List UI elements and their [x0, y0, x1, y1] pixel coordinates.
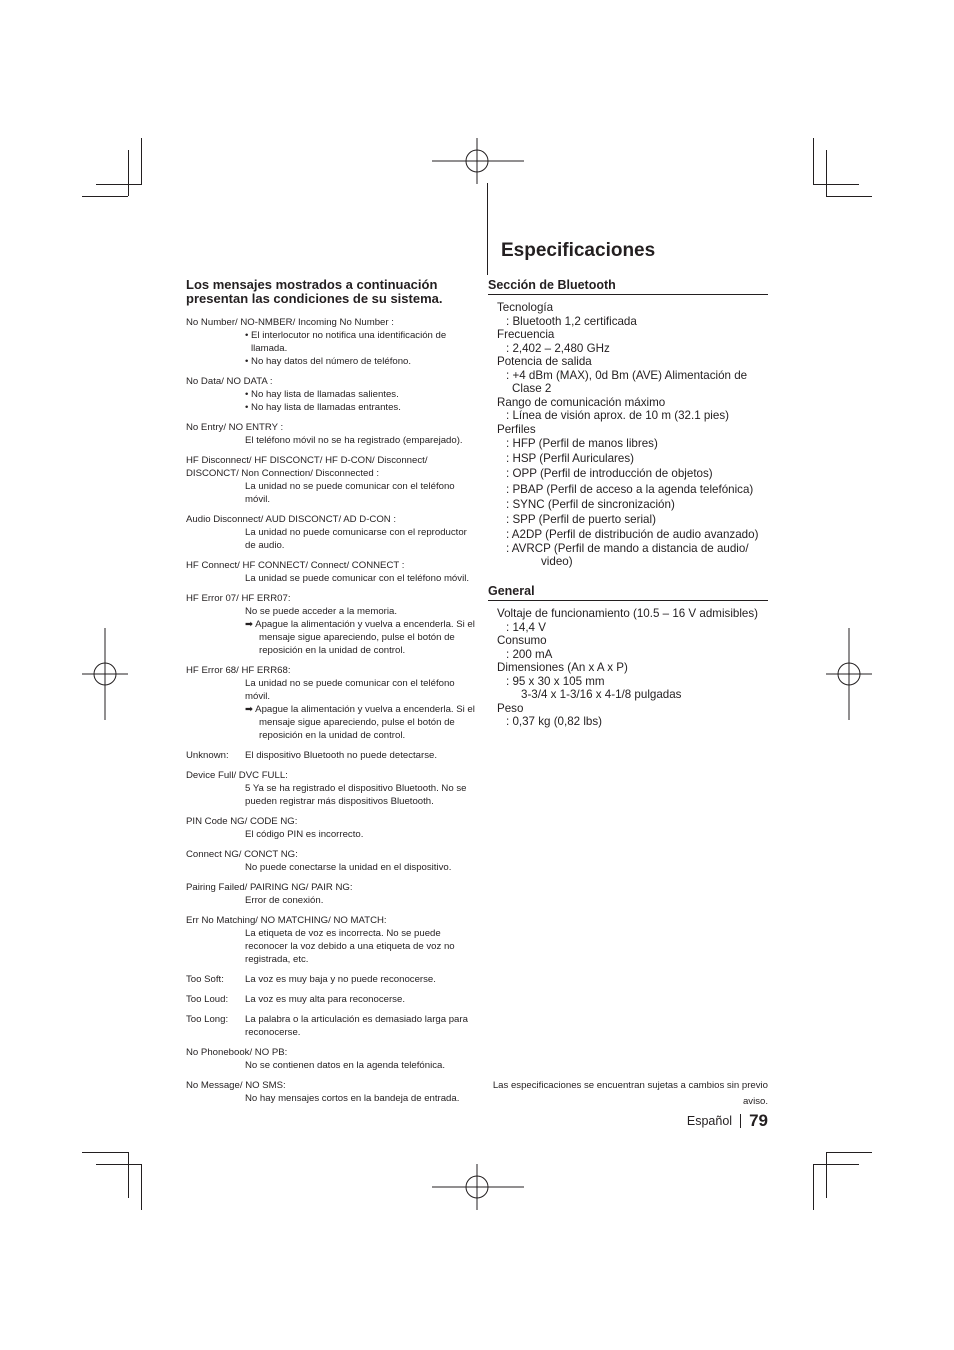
profile-item: : SPP (Perfil de puerto serial)	[506, 513, 656, 527]
message-description: La unidad se puede comunicar con el teléfono móvil.	[245, 573, 469, 584]
profile-item: : OPP (Perfil de introducción de objetos)	[506, 467, 713, 481]
message-entry	[186, 914, 476, 966]
message-entry	[186, 881, 476, 907]
message-description: El código PIN es incorrecto.	[245, 829, 364, 840]
message-code: Unknown:	[186, 750, 229, 761]
message-description: No se puede acceder a la memoria.	[245, 606, 397, 617]
crop-mark	[826, 1152, 872, 1153]
crop-mark	[96, 1164, 142, 1165]
page-title: Especificaciones	[501, 240, 656, 261]
message-entry	[186, 848, 476, 874]
message-entry	[186, 815, 476, 841]
message-code: Audio Disconnect/ AUD DISCONCT/ AD D-CON :	[186, 514, 397, 525]
message-entry	[186, 993, 476, 1006]
spec-value: : 14,4 V	[506, 620, 546, 634]
message-code: Too Loud:	[186, 994, 229, 1005]
crop-mark	[826, 150, 827, 196]
message-entry	[186, 1079, 476, 1105]
registration-mark	[432, 138, 524, 184]
registration-mark	[82, 628, 128, 720]
message-code: Device Full/ DVC FULL:	[186, 770, 288, 781]
message-code: Connect NG/ CONCT NG:	[186, 849, 298, 860]
crop-mark	[826, 196, 872, 197]
message-code: HF Connect/ HF CONNECT/ Connect/ CONNECT :	[186, 560, 405, 571]
spec-value: : Línea de visión aprox. de 10 m (32.1 pies)	[506, 409, 729, 422]
message-entry	[186, 316, 476, 368]
message-description: La palabra o la articulación es demasiado larga para reconocerse.	[245, 1014, 468, 1038]
message-action: ➡ Apague la alimentación y vuelva a encenderla. Si el mensaje sigue apareciendo, pulse el botón de reposición en la unidad de control.	[245, 619, 475, 656]
message-entry	[186, 1013, 476, 1039]
message-description: La unidad no puede comunicarse con el reproductor de audio.	[245, 527, 467, 551]
message-description: 5 Ya se ha registrado el dispositivo Bluetooth. No se pueden registrar más dispositivos Bluetooth.	[245, 783, 467, 807]
message-entry	[186, 973, 476, 986]
registration-mark	[826, 628, 872, 720]
spec-value: 3-3/4 x 1-3/16 x 4-1/8 pulgadas	[521, 688, 682, 702]
footer-divider	[740, 1114, 741, 1128]
message-entry	[186, 769, 476, 808]
message-bullet: • No hay datos del número de teléfono.	[245, 356, 412, 367]
crop-mark	[141, 138, 142, 184]
message-action: ➡ Apague la alimentación y vuelva a encenderla. Si el mensaje sigue apareciendo, pulse el botón de reposición en la unidad de control.	[245, 704, 475, 741]
message-code: HF Disconnect/ HF DISCONCT/ HF D-CON/ Disconnect/ DISCONCT/ Non Connection/ Disconnected :	[186, 455, 428, 479]
spec-label: Dimensiones (An x A x P)	[497, 661, 628, 675]
message-entry	[186, 664, 476, 742]
spec-label: Rango de comunicación máximo	[497, 395, 666, 409]
message-code: Pairing Failed/ PAIRING NG/ PAIR NG:	[186, 882, 353, 893]
message-bullet: • No hay lista de llamadas salientes.	[245, 389, 399, 400]
registration-mark	[432, 1164, 524, 1210]
message-bullets	[186, 388, 476, 414]
message-code: HF Error 07/ HF ERR07:	[186, 593, 291, 604]
footer-language: Español	[686, 1114, 733, 1128]
message-entry	[186, 1046, 476, 1072]
profile-item: : AVRCP (Perfil de mando a distancia de audio/ video)	[506, 542, 749, 569]
crop-mark	[826, 1152, 827, 1198]
crop-mark	[813, 184, 859, 185]
crop-mark	[813, 138, 814, 184]
message-bullet: • El interlocutor no notifica una identificación de llamada.	[245, 330, 447, 354]
message-code: Too Soft:	[186, 974, 224, 985]
spec-label: Voltaje de funcionamiento (10.5 – 16 V admisibles)	[497, 607, 759, 621]
message-code: No Entry/ NO ENTRY :	[186, 422, 284, 433]
message-description: La unidad no se puede comunicar con el teléfono móvil.	[245, 678, 455, 702]
message-description: La etiqueta de voz es incorrecta. No se puede reconocer la voz debido a una etiqueta de voz no registrada, etc.	[245, 928, 455, 965]
disclaimer-note: Las especificaciones se encuentran sujetas a cambios sin previo aviso.	[492, 1080, 768, 1107]
message-description: La voz es muy alta para reconocerse.	[245, 994, 405, 1005]
spec-value: : +4 dBm (MAX), 0d Bm (AVE) Alimentación de Clase 2	[506, 368, 748, 395]
message-code: No Data/ NO DATA :	[186, 376, 273, 387]
spec-label: Frecuencia	[497, 328, 555, 341]
message-code: HF Error 68/ HF ERR68:	[186, 665, 291, 676]
spec-label: Tecnología	[497, 301, 554, 314]
bluetooth-section-title: Sección de Bluetooth	[488, 278, 768, 295]
message-code: PIN Code NG/ CODE NG:	[186, 816, 298, 827]
message-entry	[186, 559, 476, 585]
specs-column	[488, 278, 768, 729]
crop-mark	[128, 150, 129, 196]
profile-item: : A2DP (Perfil de distribución de audio avanzado)	[506, 528, 759, 542]
messages-intro: Los mensajes mostrados a continuación presentan las condiciones de su sistema.	[186, 277, 443, 306]
spec-value: : Bluetooth 1,2 certificada	[506, 314, 637, 328]
spec-value: : 2,402 – 2,480 GHz	[506, 341, 610, 355]
crop-mark	[141, 1164, 142, 1210]
message-code: No Number/ NO-NMBER/ Incoming No Number :	[186, 317, 394, 328]
message-list	[186, 316, 476, 1105]
crop-mark	[128, 1152, 129, 1198]
spec-label: Perfiles	[497, 422, 536, 436]
profile-item: : SYNC (Perfil de sincronización)	[506, 497, 675, 511]
message-description: La voz es muy baja y no puede reconocerse.	[245, 974, 436, 985]
message-entry	[186, 375, 476, 414]
spec-value: : 0,37 kg (0,82 lbs)	[506, 715, 603, 729]
message-code: No Message/ NO SMS:	[186, 1080, 286, 1091]
general-section-title: General	[488, 584, 768, 601]
message-description: El teléfono móvil no se ha registrado (emparejado).	[245, 435, 463, 446]
page-footer	[600, 1111, 768, 1131]
profile-item: : PBAP (Perfil de acceso a la agenda telefónica)	[506, 482, 754, 496]
crop-mark	[82, 1152, 128, 1153]
message-description: La unidad no se puede comunicar con el teléfono móvil.	[245, 481, 455, 505]
message-code: Err No Matching/ NO MATCHING/ NO MATCH:	[186, 915, 387, 926]
page-number: 79	[749, 1111, 768, 1130]
spec-label: Peso	[497, 701, 524, 715]
message-bullet: • No hay lista de llamadas entrantes.	[245, 402, 401, 413]
spec-value: : 200 mA	[506, 647, 553, 661]
crop-mark	[813, 1164, 814, 1210]
spec-value: : 95 x 30 x 105 mm	[506, 674, 605, 688]
spec-label: Consumo	[497, 634, 547, 648]
profile-list	[497, 436, 768, 568]
title-rule	[487, 183, 488, 275]
message-entry	[186, 592, 476, 657]
message-description: No se contienen datos en la agenda telefónica.	[245, 1060, 446, 1071]
profile-item: : HFP (Perfil de manos libres)	[506, 437, 658, 450]
message-description: El dispositivo Bluetooth no puede detectarse.	[245, 750, 438, 761]
message-code: Too Long:	[186, 1014, 229, 1025]
message-description: No puede conectarse la unidad en el dispositivo.	[245, 862, 452, 873]
crop-mark	[813, 1164, 859, 1165]
crop-mark	[96, 184, 142, 185]
message-entry	[186, 454, 476, 506]
message-entry	[186, 421, 476, 447]
message-entry	[186, 749, 476, 762]
profile-item: : HSP (Perfil Auriculares)	[506, 452, 635, 466]
message-description: No hay mensajes cortos en la bandeja de entrada.	[245, 1093, 460, 1104]
message-code: No Phonebook/ NO PB:	[186, 1047, 288, 1058]
messages-column	[186, 278, 476, 1112]
message-bullets	[186, 329, 476, 368]
general-specs	[488, 607, 768, 729]
message-description: Error de conexión.	[245, 895, 324, 906]
message-entry	[186, 513, 476, 552]
bluetooth-specs	[488, 301, 768, 568]
crop-mark	[82, 196, 128, 197]
spec-label: Potencia de salida	[497, 355, 592, 368]
